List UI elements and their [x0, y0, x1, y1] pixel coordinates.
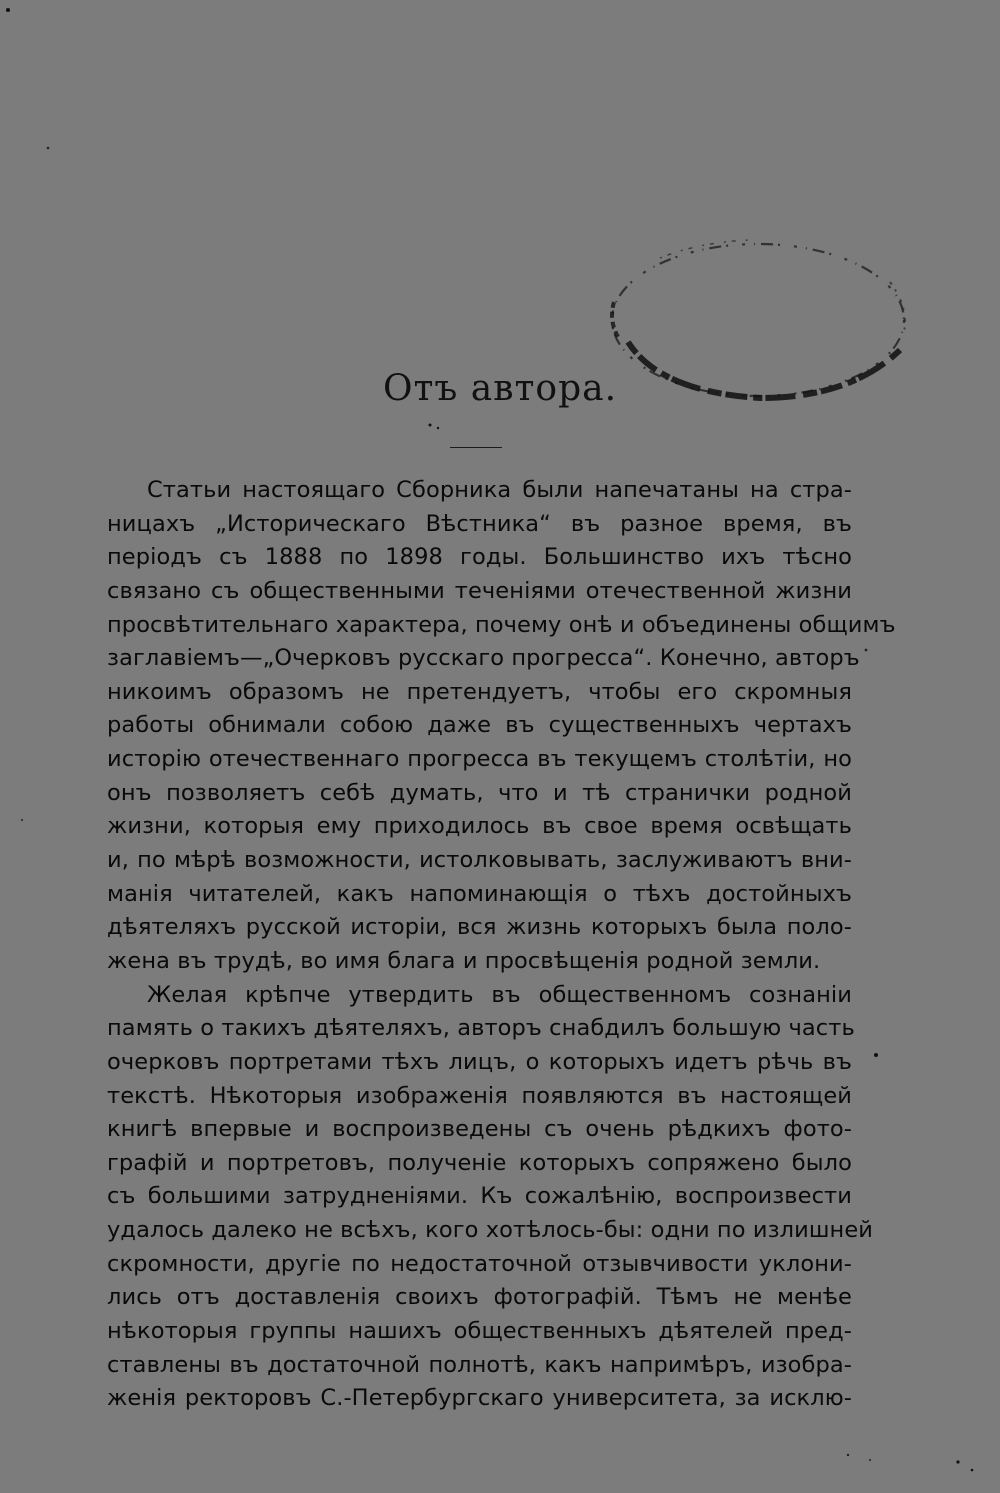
- text-line: манія читателей, какъ напоминающія о тѣхъ достойныхъ: [107, 880, 852, 907]
- text-line: ницахъ „Историческаго Вѣстника“ въ разное время, въ: [107, 510, 852, 537]
- page-title: Отъ автора.: [382, 368, 618, 409]
- text-line: онъ позволяетъ себѣ думать, что и тѣ странички родной: [107, 779, 852, 806]
- text-line: съ большими затрудненіями. Къ сожалѣнію, воспроизвести: [107, 1183, 852, 1210]
- text-line: исторію отечественнаго прогресса въ текущемъ столѣтіи, но: [107, 746, 852, 773]
- text-line: нѣкоторыя группы нашихъ общественныхъ дѣятелей пред-: [107, 1318, 852, 1345]
- text-line: удалось далеко не всѣхъ, кого хотѣлось-бы: одни по излишней: [107, 1217, 873, 1244]
- text-line: память о такихъ дѣятеляхъ, авторъ снабдилъ большую часть: [107, 1015, 855, 1042]
- text-line: жена въ трудѣ, во имя блага и просвѣщенія родной земли.: [107, 947, 821, 974]
- text-line: періодъ съ 1888 по 1898 годы. Большинство ихъ тѣсно: [107, 544, 852, 571]
- text-line: лись отъ доставленія своихъ фотографій. Тѣмъ не менѣе: [107, 1284, 852, 1311]
- text-line: заглавіемъ—„Очерковъ русскаго прогресса“. Конечно, авторъ: [107, 645, 860, 672]
- text-line: ставлены въ достаточной полнотѣ, какъ напримѣръ, изобра-: [107, 1351, 852, 1378]
- text-line: графій и портретовъ, полученіе которыхъ сопряжено было: [107, 1149, 852, 1176]
- text-line: никоимъ образомъ не претендуетъ, чтобы его скромныя: [107, 678, 852, 705]
- text-line: женія ректоровъ С.-Петербургскаго университета, за исклю-: [107, 1385, 852, 1412]
- text-line: просвѣтительнаго характера, почему онѣ и объединены общимъ: [107, 611, 896, 638]
- text-line: Статьи настоящаго Сборника были напечатаны на стра-: [147, 477, 852, 503]
- text-line: книгѣ впервые и воспроизведены съ очень рѣдкихъ фото-: [107, 1116, 852, 1143]
- text-line: Желая крѣпче утвердить въ общественномъ сознаніи: [147, 981, 852, 1008]
- text-line: работы обнимали собою даже въ существенныхъ чертахъ: [107, 712, 852, 739]
- text-line: связано съ общественными теченіями отечественной жизни: [107, 577, 852, 604]
- text-line: дѣятеляхъ русской исторіи, вся жизнь которыхъ была поло-: [107, 914, 852, 941]
- text-line: текстѣ. Нѣкоторыя изображенія появляются въ настоящей: [107, 1082, 852, 1109]
- text-line: скромности, другіе по недостаточной отзывчивости уклони-: [107, 1250, 852, 1277]
- text-line: и, по мѣрѣ возможности, истолковывать, заслуживаютъ вни-: [107, 847, 852, 874]
- text-line: жизни, которыя ему приходилось въ свое время освѣщать: [107, 813, 852, 840]
- text-line: очерковъ портретами тѣхъ лицъ, о которыхъ идетъ рѣчь въ: [107, 1048, 852, 1075]
